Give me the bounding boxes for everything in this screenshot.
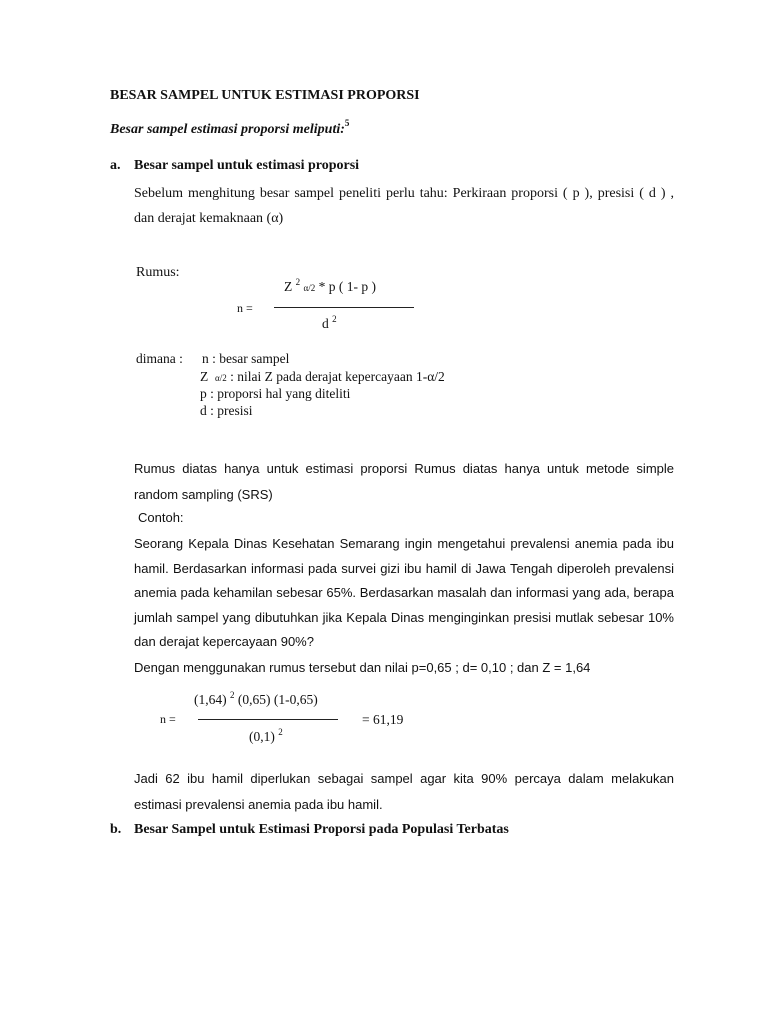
paragraph-values: Dengan menggunakan rumus tersebut dan nilai p=0,65 ; d= 0,10 ; dan Z = 1,64: [134, 660, 591, 675]
calc-numerator: [194, 692, 318, 708]
section-a-marker: a.: [110, 158, 121, 173]
definition-d: d : presisi: [200, 403, 253, 418]
calc-d-exponent: 2: [278, 727, 283, 737]
formula-z: Z: [284, 279, 293, 294]
calc-result: = 61,19: [362, 712, 404, 727]
paragraph-definition: Sebelum menghitung besar sampel peneliti perlu tahu: Perkiraan proporsi ( p ), presisi ( d ) , dan derajat kemaknaan (α): [134, 186, 674, 226]
footnote-ref: 5: [344, 118, 350, 128]
calc-z-value: (1,64): [194, 692, 227, 707]
paragraph-example: Seorang Kepala Dinas Kesehatan Semarang ingin mengetahui prevalensi anemia pada ibu hamil. Berdasarkan informasi pada survei gizi ibu hamil di Jawa Tengah diperoleh prevalensi anemia pada kehamilan sebesar 65%. Berdasarkan masalah dan informasi yang ada, berapa jumlah sampel yang dibutuhkan jika Kepala Dinas menginginkan presisi mutlak sebesar 10% dan derajat kepercayaan 90%?: [134, 536, 674, 649]
formula-d: d: [322, 316, 329, 331]
dimana-label: dimana :: [136, 351, 183, 366]
calc-d-value: (0,1): [249, 729, 275, 744]
formula-z-exponent: 2: [295, 277, 301, 287]
calc-fraction-bar: [198, 719, 338, 720]
paragraph-conclusion: Jadi 62 ibu hamil diperlukan sebagai sampel agar kita 90% percaya dalam melakukan estimasi prevalensi anemia pada ibu hamil.: [134, 771, 674, 812]
formula-denominator: [322, 316, 337, 332]
formula-numerator-rest: * p ( 1- p ): [315, 279, 376, 294]
intro-line: [110, 118, 350, 138]
formula-z-subscript: α/2: [303, 283, 316, 293]
definition-n: n : besar sampel: [202, 351, 290, 366]
intro-text: Besar sampel estimasi proporsi meliputi:: [110, 122, 345, 137]
section-b-marker: b.: [110, 822, 122, 837]
document-title: BESAR SAMPEL UNTUK ESTIMASI PROPORSI: [110, 88, 420, 103]
section-b-heading: Besar Sampel untuk Estimasi Proporsi pada Populasi Terbatas: [134, 822, 509, 837]
section-a-heading: Besar sampel untuk estimasi proporsi: [134, 158, 360, 173]
formula-d-exponent: 2: [332, 314, 337, 324]
rumus-label: Rumus:: [136, 265, 180, 280]
formula-lhs: n =: [237, 301, 253, 315]
paragraph-note: Rumus diatas hanya untuk estimasi proporsi Rumus diatas hanya untuk metode simple random sampling (SRS): [134, 461, 674, 502]
definition-z-text: : nilai Z pada derajat kepercayaan 1-α/2: [226, 369, 445, 384]
formula-numerator: [284, 279, 376, 295]
calc-numerator-rest: (0,65) (1-0,65): [234, 692, 318, 707]
calc-z-exponent: 2: [230, 690, 235, 700]
contoh-label: Contoh:: [138, 510, 184, 525]
definition-z-subscript: α/2: [215, 373, 227, 383]
calc-lhs: n =: [160, 712, 176, 726]
definition-z: [200, 369, 445, 385]
formula-fraction-bar: [274, 307, 414, 308]
definition-p: p : proporsi hal yang diteliti: [200, 386, 351, 401]
calc-denominator: [249, 729, 283, 745]
definition-z-symbol: Z: [200, 369, 209, 384]
